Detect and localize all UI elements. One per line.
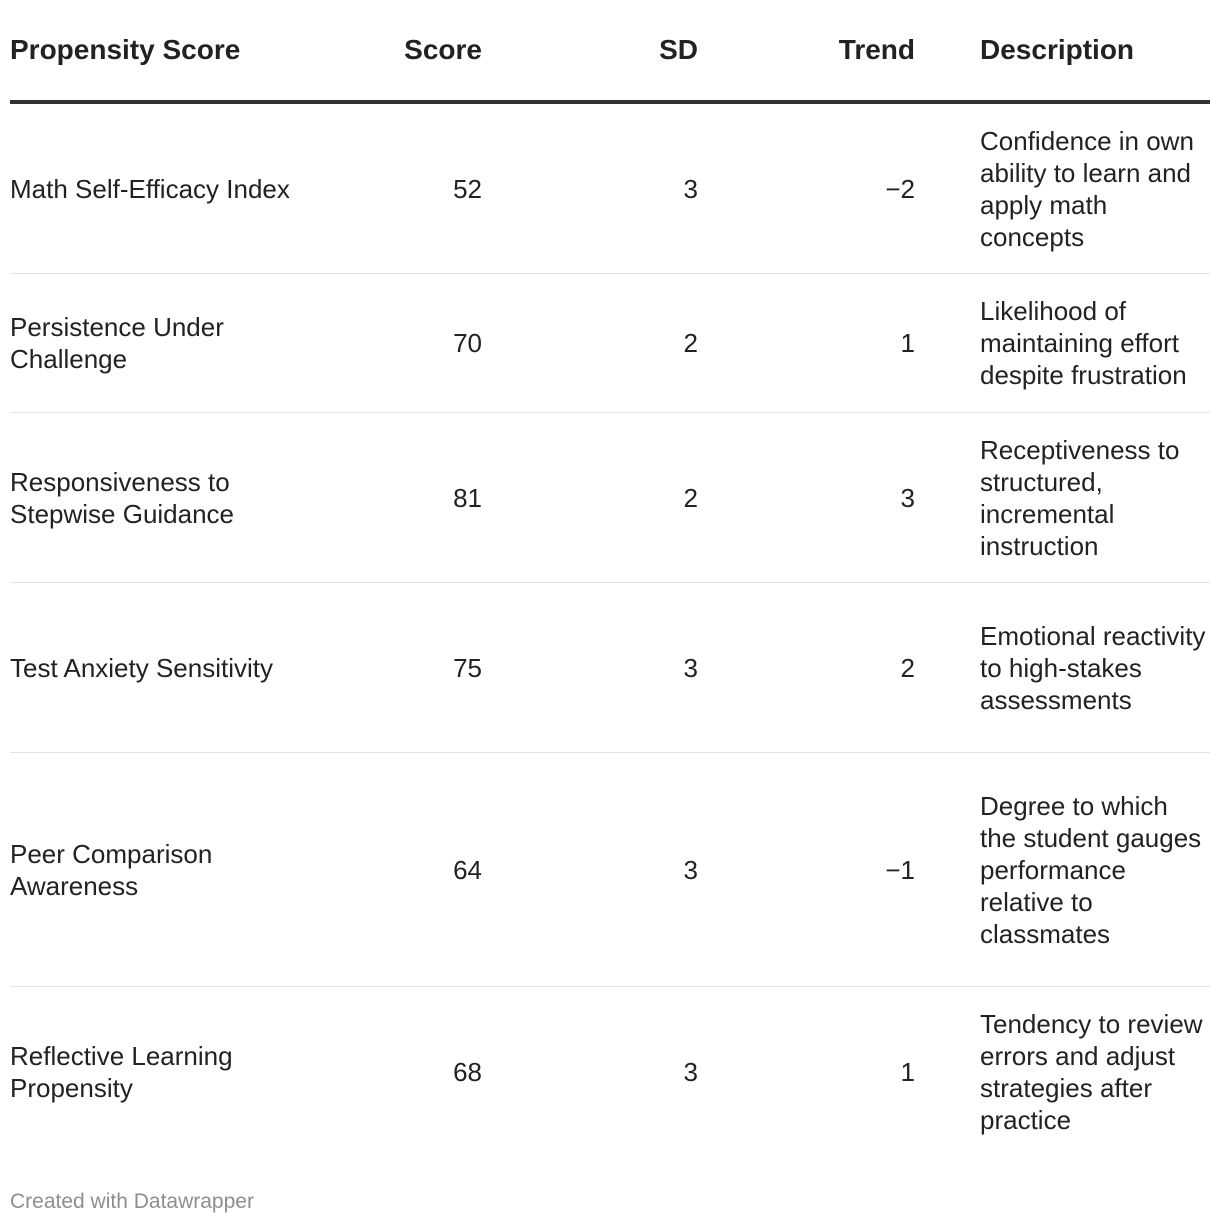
- cell-sd: 3: [482, 583, 698, 753]
- cell-description: Likelihood of maintaining effort despite frustration: [980, 274, 1210, 413]
- column-header-sd: SD: [482, 0, 698, 102]
- cell-trend: 1: [900, 1057, 915, 1087]
- cell-gap: [915, 987, 980, 1158]
- cell-sd: 2: [482, 413, 698, 583]
- cell-description: Tendency to review errors and adjust strategies after practice: [980, 1009, 1203, 1135]
- table-row: [10, 102, 1210, 274]
- footer-credit: Created with Datawrapper: [10, 1190, 254, 1213]
- cell-score: 81: [340, 413, 482, 583]
- cell-trend: 3: [698, 413, 915, 583]
- cell-name: Responsiveness to Stepwise Guidance: [10, 413, 340, 583]
- cell-sd: 2: [482, 274, 698, 413]
- cell-sd: 3: [482, 102, 698, 274]
- table-row: [10, 274, 1210, 413]
- cell-description: Receptiveness to structured, incremental instruction: [980, 413, 1210, 583]
- cell-sd: 3: [683, 1057, 698, 1087]
- cell-score: 75: [340, 583, 482, 753]
- cell-gap: [915, 413, 980, 583]
- cell-trend: 1: [698, 274, 915, 413]
- cell-gap: [915, 753, 980, 987]
- cell-sd: 3: [482, 753, 698, 987]
- column-header-score: Score: [340, 0, 482, 102]
- cell-trend: −2: [698, 102, 915, 274]
- cell-name: Peer Comparison Awareness: [10, 753, 340, 987]
- cell-gap: [915, 102, 980, 274]
- table-row: [10, 753, 1210, 987]
- table-header: [10, 0, 1210, 102]
- cell-description: Emotional reactivity to high-stakes assessments: [980, 583, 1210, 753]
- cell-gap: [915, 583, 980, 753]
- cell-score: 68: [453, 1057, 482, 1087]
- cell-score: 52: [340, 102, 482, 274]
- cell-name: Test Anxiety Sensitivity: [10, 583, 340, 753]
- table-row: [10, 413, 1210, 583]
- column-header-description: Description: [980, 0, 1210, 102]
- cell-score: 64: [340, 753, 482, 987]
- table-body: [10, 102, 1210, 1157]
- cell-trend: 2: [698, 583, 915, 753]
- table-container: [10, 0, 1210, 1157]
- table-row: [10, 583, 1210, 753]
- column-gap: [915, 0, 980, 102]
- cell-description: Confidence in own ability to learn and apply math concepts: [980, 102, 1210, 274]
- cell-name: Reflective Learning Propensity: [10, 1041, 233, 1103]
- column-header-trend: Trend: [698, 0, 915, 102]
- propensity-table: [10, 0, 1210, 1157]
- table-row: [10, 987, 1210, 1158]
- cell-gap: [915, 274, 980, 413]
- cell-trend: −1: [698, 753, 915, 987]
- cell-name: Persistence Under Challenge: [10, 274, 340, 413]
- column-header-propensity-score: Propensity Score: [10, 0, 340, 102]
- cell-description: Degree to which the student gauges performance relative to classmates: [980, 753, 1210, 987]
- header-row: [10, 0, 1210, 102]
- cell-name: Math Self-Efficacy Index: [10, 102, 340, 274]
- cell-score: 70: [340, 274, 482, 413]
